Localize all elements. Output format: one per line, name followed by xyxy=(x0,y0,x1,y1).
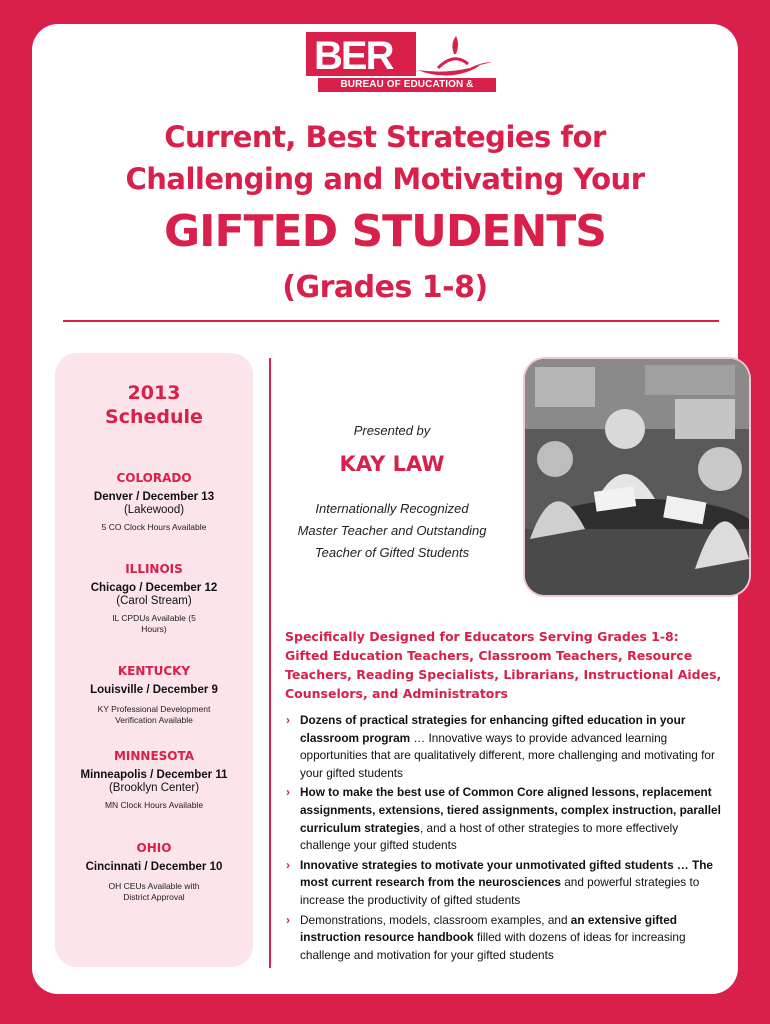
presented-by: Presented by xyxy=(353,423,431,438)
location-ohio xyxy=(55,841,253,903)
logo-ber-text: BER xyxy=(314,34,393,78)
schedule-panel xyxy=(55,353,253,967)
city-date: Chicago / December 12 xyxy=(90,582,218,594)
venue: (Lakewood) xyxy=(123,504,185,516)
location-minnesota xyxy=(55,749,253,811)
schedule-year: 2013 xyxy=(127,382,181,404)
schedule-heading xyxy=(55,381,253,429)
city-date: Denver / December 13 xyxy=(93,491,215,503)
ber-logo xyxy=(304,32,500,104)
credit-note: OH CEUs Available with District Approval xyxy=(108,881,200,902)
city-date: Cincinnati / December 10 xyxy=(85,861,223,873)
venue: (Carol Stream) xyxy=(116,595,192,607)
audience-statement: Specifically Designed for Educators Serving Grades 1-8: Gifted Education Teachers, Classroom Teachers, Resource Teachers, Reading Specialists, Librarians, Instructional Aides, Counselors, and Administrators xyxy=(285,629,722,701)
state-name: ILLINOIS xyxy=(125,562,183,576)
schedule-label: Schedule xyxy=(105,406,203,428)
city-date: Minneapolis / December 11 xyxy=(80,769,228,781)
state-name: MINNESOTA xyxy=(113,749,195,763)
venue: (Brooklyn Center) xyxy=(108,782,200,794)
credit-note: 5 CO Clock Hours Available xyxy=(101,522,207,532)
classroom-photo-image xyxy=(525,359,749,595)
location-colorado xyxy=(55,471,253,533)
logo-tagline: BUREAU OF EDUCATION & RESEARCH xyxy=(318,78,496,92)
list-item: › How to make the best use of Common Core aligned lessons, replacement assignments, extensions, tiered assignments, complex instruction, parallel curriculum strategies, and a host of other strategies to more effectively challenge your gifted students xyxy=(286,785,721,853)
chevron-right-icon: › xyxy=(286,912,290,927)
credit-note: MN Clock Hours Available xyxy=(104,800,204,810)
brochure-page xyxy=(32,24,738,994)
credit-note: IL CPDUs Available (5 Hours) xyxy=(112,613,196,634)
classroom-photo xyxy=(525,359,749,595)
state-name: OHIO xyxy=(136,841,172,855)
benefits-list xyxy=(286,712,726,966)
list-item: › Innovative strategies to motivate your unmotivated gifted students … The most current research from the neurosciences and powerful strategies to increase the productivity of gifted students xyxy=(286,857,713,907)
title-line-2: Challenging and Motivating Your xyxy=(125,162,645,196)
presenter-name: KAY LAW xyxy=(339,452,445,476)
chevron-right-icon: › xyxy=(286,857,290,872)
title-divider xyxy=(63,320,719,322)
state-name: KENTUCKY xyxy=(117,664,191,678)
chevron-right-icon: › xyxy=(286,785,290,800)
list-item: › Demonstrations, models, classroom examples, and an extensive gifted instruction resource handbook filled with dozens of ideas for increasing challenge and motivation for your gifted students xyxy=(286,912,686,962)
location-illinois xyxy=(55,562,253,635)
main-title: GIFTED STUDENTS xyxy=(164,206,606,257)
presenter-credentials: Internationally Recognized Master Teacher and Outstanding Teacher of Gifted Students xyxy=(297,501,487,560)
location-kentucky xyxy=(55,664,253,726)
credit-note: KY Professional Development Verification Available xyxy=(97,704,211,725)
column-divider xyxy=(269,358,271,968)
state-name: COLORADO xyxy=(116,471,192,485)
ber-logo-mark xyxy=(304,32,500,78)
grades-subtitle: (Grades 1-8) xyxy=(282,270,488,305)
title-line-1: Current, Best Strategies for xyxy=(164,120,606,154)
list-item: › Dozens of practical strategies for enhancing gifted education in your classroom program … Innovative ways to provide advanced learning opportunities that are qualitatively different, more challenging and motivating for your gifted students xyxy=(286,713,715,780)
chevron-right-icon: › xyxy=(286,713,290,727)
city-date: Louisville / December 9 xyxy=(90,684,218,696)
